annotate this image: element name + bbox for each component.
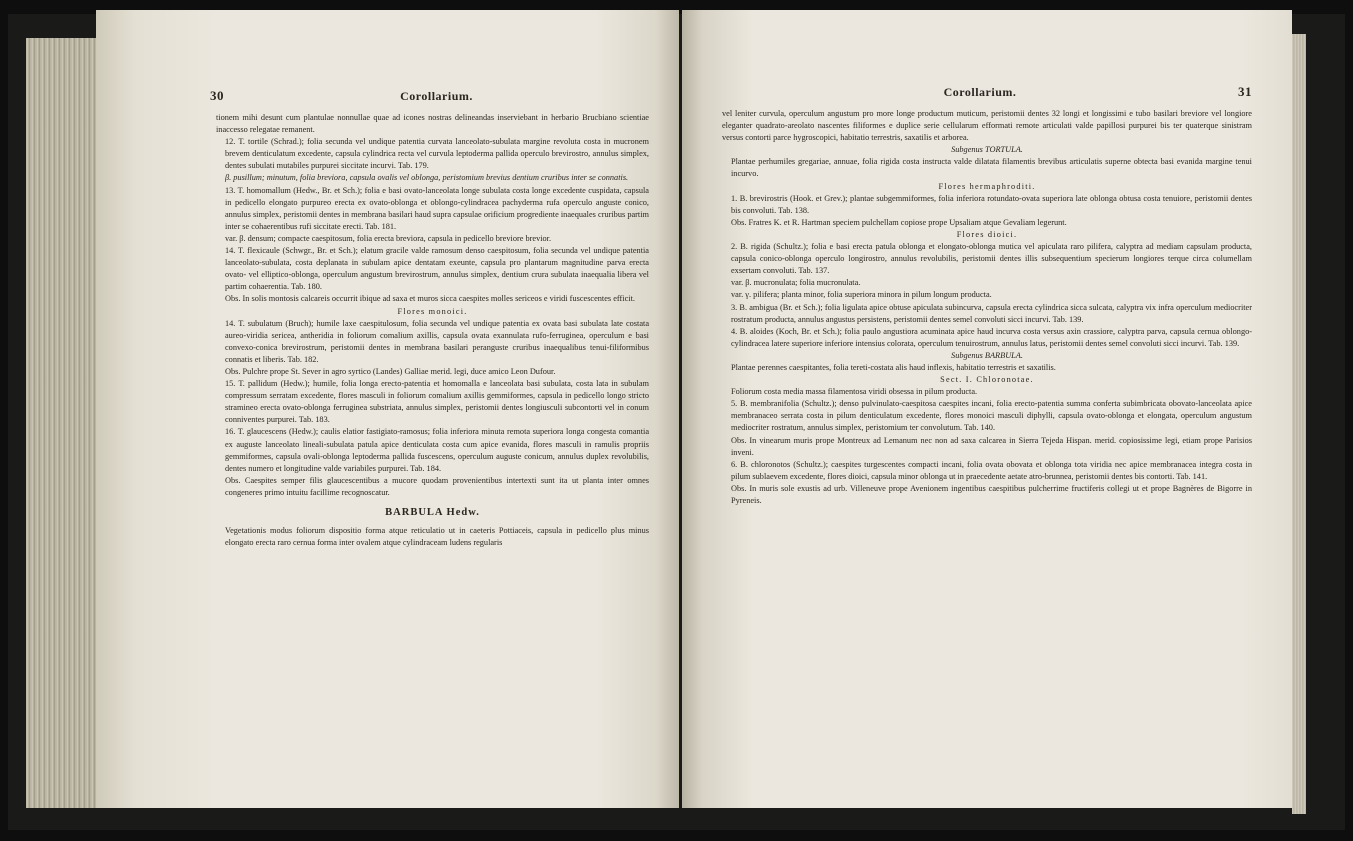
left-page — [96, 10, 679, 808]
variety-entry: var. γ. pilifera; planta minor, folia superiora minora in pilum longum producta. — [731, 290, 992, 300]
paragraph: Vegetationis modus foliorum dispositio forma atque reticulatio ut in caeteris Pottiaceis, capsula in pedicello plus minus elongato erecta raro cernua forma inter ovalem atque cylindraceam ludens regularis — [225, 526, 649, 548]
left-page-number: 30 — [210, 88, 224, 103]
species-entry: 13. T. homomallum (Hedw., Br. et Sch.); folia e basi ovato-lanceolata longe subulata costa longe excedente cuspidata, capsula in pedicello elongato purpureo erecta ex ovato-oblonga et oblongo-cylindracea pachyderma rufa operculo anguste conico, annulus simplex, peristomii dentes in membrana basilari haud supra capsulae orificium progrediente inaequales cruribus partim inter se cohaerentibus rufi siccitate erecti. Tab. 181. — [225, 185, 649, 231]
observation-note: Obs. Caespites semper filis glaucescentibus a mucore quodam provenientibus intertexti sunt ita ut planta inter omnes congeneres primo intuitu facillime recognoscatur. — [225, 475, 649, 497]
observation-note: Obs. Fratres K. et R. Hartman speciem pulchellam copiose prope Upsaliam atque Gevaliam legerunt. — [731, 217, 1067, 227]
right-text-body — [722, 108, 1252, 507]
observation-note: Obs. In muris sole exustis ad urb. Villeneuve prope Avenionem ingentibus caespitibus pulcherrime fructiferis collegi ut et prope Bagnères de Bigorre in Pyreneis. — [731, 483, 1252, 505]
flowers-heading: Flores monoici. — [397, 306, 468, 316]
paragraph: Foliorum costa media massa filamentosa viridi obsessa in pilum producta. — [731, 387, 978, 397]
species-entry: 15. T. pallidum (Hedw.); humile, folia longa erecto-patentia et homomalla e lanceolata basi subulata, costa lata in subulam compressum serratam excedente, flores masculi in foliorum comalium axillis gemmiformes, capsula in pedicello longo stricto stramineo erecta ovato-oblonga ferruginea substriata, annulus simplex, peristomii dentes longiusculi subcontorti vel in conum conniventes purpurei. Tab. 183. — [225, 379, 649, 425]
subgenus-heading: Subgenus TORTULA. — [951, 145, 1023, 155]
page-stack-right — [1292, 34, 1306, 814]
right-running-head — [722, 84, 1252, 100]
variety-entry: var. β. mucronulata; folia mucronulata. — [731, 278, 861, 288]
species-entry: 2. B. rigida (Schultz.); folia e basi erecta patula oblonga et elongato-oblonga mutica vel apiculata raro pilifera, calyptra ad mediam capsulam producta, capsula conico-oblonga operculo longirostro, annulus revolubilis, peristomii dentes illis subsequentium specierum longiores terque circa columellam exsertam convoluti. Tab. 137. — [731, 242, 1252, 276]
flowers-heading: Flores hermaphroditi. — [938, 181, 1036, 191]
paragraph: Plantae perhumiles gregariae, annuae, folia rigida costa instructa valde dilatata filamentis brevibus articulatis superne obtecta basi evanida margine tenui incurvo. — [731, 157, 1252, 179]
paragraph: vel leniter curvula, operculum angustum pro more longe productum muticum, peristomii dentes 32 longi et longissimi e tubo basilari breviore vel longiore eleganter quadrato-areolato nascentes filiformes e duplice serie cellularum efformati remote articulati valde papillosi purpurei bis ter quaterque sinistram versus contorti parce hygroscopici, habitatio terrestris, saxatilis et arborea. — [722, 109, 1252, 143]
species-entry: 4. B. aloides (Koch, Br. et Sch.); folia paulo angustiora acuminata apice haud incurva costa versus axin crassiore, calyptra parva, capsula cernua oblongo-cylindracea latere superiore inferiore intensius colorata, operculum tenuirostrum, annulus latus, peristomii dentes semel convoluti sicci incurvi. Tab. 139. — [731, 326, 1252, 348]
left-text-body — [216, 112, 649, 549]
genus-heading: BARBULA Hedw. — [385, 507, 480, 518]
left-running-head — [210, 88, 649, 104]
paragraph: Plantae perennes caespitantes, folia tereti-costata alis haud inflexis, habitatio terrestris et saxatilis. — [731, 362, 1056, 372]
species-entry: 3. B. ambigua (Br. et Sch.); folia ligulata apice obtuse apiculata subincurva, capsula erecta cylindrica sicca sulcata, calyptra vix infra operculum mediocriter rostratum producta, annulus angustus persistens, peristomii dentes semel convoluti sicci incurvi. Tab. 139. — [731, 302, 1252, 324]
observation-note: Obs. Pulchre prope St. Sever in agro syrtico (Landes) Galliae merid. legi, duce amico Leon Dufour. — [225, 366, 556, 376]
right-page — [682, 10, 1292, 808]
species-entry: 1. B. brevirostris (Hook. et Grev.); plantae subgemmiformes, folia inferiora rotundato-ovata superiora late oblonga obtusa costa tenuiore, peristomii dentes bis convoluti. Tab. 138. — [731, 193, 1252, 215]
page-stack-left — [26, 38, 106, 808]
paragraph: tionem mihi desunt cum plantulae nonnullae quae ad icones nostras delineandas inserviebant in herbario Brucbiano scientiae inaccesso relegatae remanent. — [216, 113, 649, 135]
species-entry: 6. B. chloronotos (Schultz.); caespites turgescentes compacti incani, folia ovata obovata et oblonga tota viridia nec apice membranacea integra costa in pilum sublaevem excedente, flores dioici, capsula minor oblonga ut in praecedente aetate atro-brunnea, peristomii dentes bis contorti. Tab. 141. — [731, 459, 1252, 481]
species-entry: 16. T. glaucescens (Hedw.); caulis elatior fastigiato-ramosus; folia inferiora minuta remota superiora longa congesta comantia ex auguste lanceolato lineali-subulata patula apice denticulata costa cum apice evanida, flores masculi in ramulis propriis gemmiformes, capsula ovali-oblonga leptoderma pallida fuscescens, operculum auguste conicum, annulus duplex revolubilis, dentes numero et longitudine valde variabiles purpurei. Tab. 184. — [225, 427, 649, 473]
species-entry: 14. T. subulatum (Bruch); humile laxe caespitulosum, folia secunda vel undique patentia ex ovata basi subulata late costata aureo-viridia sericea, antheridia in foliorum comalium axillis, capsula ovata exannulata rufo-ferruginea, operculum e basi convexo-conica brevirostrum, peristomii dentes in membrana basilari peranguste cruribus inaequalibus tenui-filiformibus connatis et liberis. Tab. 182. — [225, 318, 649, 364]
subgenus-heading: Subgenus BARBULA. — [951, 350, 1023, 360]
observation-note: Obs. In solis montosis calcareis occurrit ibique ad saxa et muros sicca caespites molles sericeos e viridi fuscescentes efficit. — [225, 294, 635, 304]
section-heading: Sect. I. Chloronotae. — [940, 375, 1034, 385]
left-header-title: Corollarium. — [400, 89, 473, 103]
flowers-heading: Flores dioici. — [956, 229, 1018, 239]
variety-entry: β. pusillum; minutum, folia breviora, capsula ovalis vel oblonga, peristomium brevius dentium cruribus inter se connatis. — [225, 173, 629, 183]
observation-note: Obs. In vinearum muris prope Montreux ad Lemanum nec non ad saxa calcarea in Sierra Tejeda Hispan. merid. copiosissime legi, etiam prope Parisios inveni. — [731, 435, 1252, 457]
right-header-title: Corollarium. — [943, 85, 1017, 99]
variety-entry: var. β. densum; compacte caespitosum, folia erecta breviora, capsula in pedicello breviore brevior. — [225, 233, 552, 243]
species-entry: 5. B. membranifolia (Schultz.); denso pulvinulato-caespitosa caespites incani, folia erecto-patentia summa conferta subimbricata obovato-lanceolata apice membranaceo serrata costa in pilum denticulatum excedente, flores monoici masculi diphylli, capsula ovato-oblonga et elongata, operculum angustum mediocriter rostratum, annulus simplex, peristomium ter convolutum. Tab. 140. — [731, 399, 1252, 433]
right-page-number: 31 — [1238, 84, 1252, 99]
species-entry: 12. T. tortile (Schrad.); folia secunda vel undique patentia curvata lanceolato-subulata margine revoluta costa in mucronem brevem denticulatum excedente, capsula cylindrica recta vel curvula leptoderma pallida operculo brevirostro, annulus simplex, dentes subulati mutabiles purpurei siccitate incurvi. Tab. 179. — [225, 137, 649, 171]
species-entry: 14. T. flexicaule (Schwgr., Br. et Sch.); elatum gracile valde ramosum denso caespitosum, folia secunda vel undique patentia lanceolato-subulata, costa deplanata in subulam apice dentatam exeunte, capsula pro plantarum magnitudine parva erecta ovato- vel elliptico-oblonga, operculum angustum brevirostrum, annulus simplex, dentium crura subulata inaequalia libera vel partim cohaerentia. Tab. 180. — [225, 246, 649, 292]
